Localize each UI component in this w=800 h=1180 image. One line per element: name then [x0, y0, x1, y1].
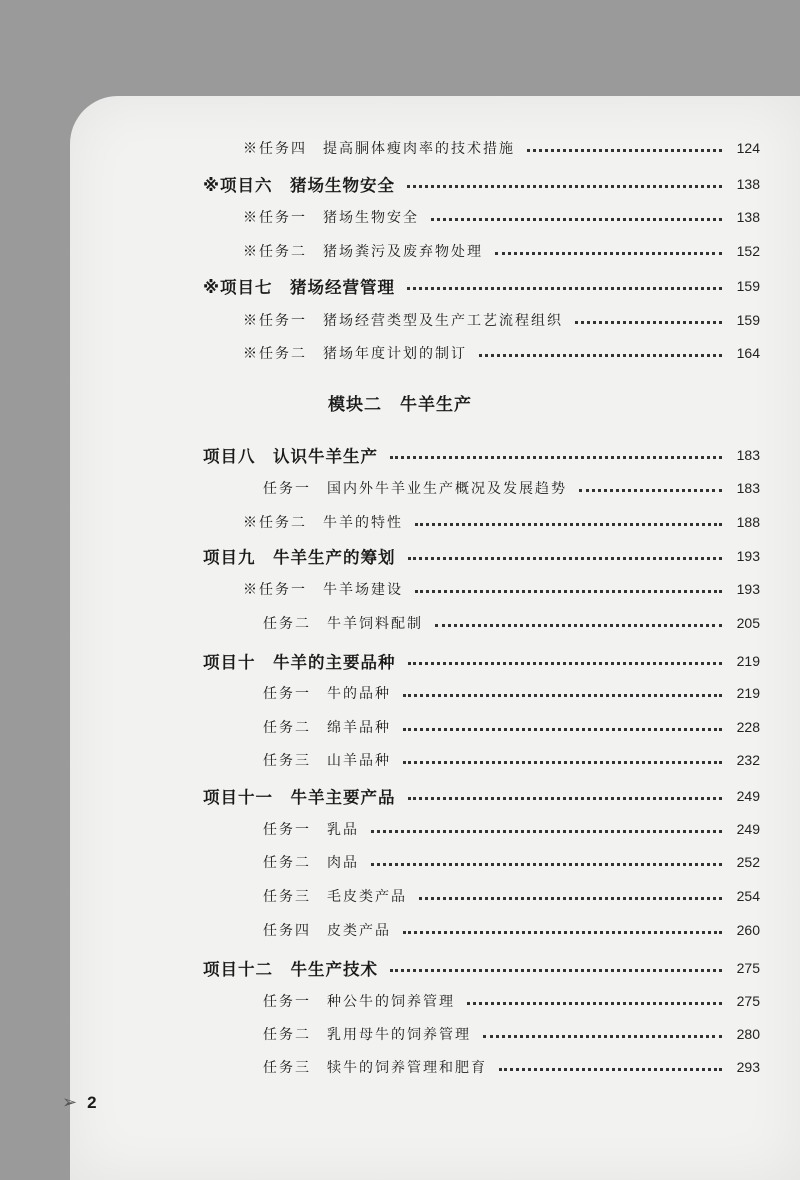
- dot-leader: [390, 969, 722, 972]
- entry-page-number: 152: [736, 243, 760, 259]
- entry-page-number: 260: [736, 922, 760, 938]
- dot-leader: [408, 662, 723, 665]
- entry-label: 项目八 认识牛羊生产: [203, 447, 378, 466]
- entry-page-number: 205: [736, 615, 760, 631]
- toc-task-entry[interactable]: [263, 915, 760, 945]
- entry-page-number: 183: [736, 447, 760, 463]
- entry-page-number: 254: [736, 888, 760, 904]
- dot-leader: [495, 252, 722, 255]
- entry-page-number: 252: [736, 854, 760, 870]
- dot-leader: [407, 287, 722, 290]
- toc-task-entry[interactable]: [243, 202, 760, 232]
- entry-label: 项目九 牛羊生产的筹划: [203, 548, 396, 567]
- entry-label: ※项目六 猪场生物安全: [203, 176, 396, 195]
- entry-page-number: 159: [736, 278, 760, 294]
- entry-label: ※任务一 猪场经营类型及生产工艺流程组织: [243, 313, 563, 329]
- dot-leader: [415, 590, 722, 593]
- entry-page-number: 188: [736, 514, 760, 530]
- toc-task-entry[interactable]: [243, 305, 760, 335]
- entry-page-number: 228: [736, 719, 760, 735]
- entry-label: 任务二 乳用母牛的饲养管理: [263, 1027, 471, 1043]
- module-heading: 模块二 牛羊生产: [328, 395, 472, 415]
- entry-page-number: 275: [736, 993, 760, 1009]
- dot-leader: [371, 863, 722, 866]
- dot-leader: [467, 1002, 722, 1005]
- entry-page-number: 293: [736, 1059, 760, 1075]
- entry-label: ※任务一 牛羊场建设: [243, 582, 403, 598]
- page-folio: [62, 1092, 97, 1113]
- dot-leader: [527, 149, 722, 152]
- dot-leader: [408, 557, 723, 560]
- toc-task-entry[interactable]: [243, 133, 760, 163]
- entry-label: 项目十 牛羊的主要品种: [203, 653, 396, 672]
- dot-leader: [483, 1035, 722, 1038]
- entry-page-number: 159: [736, 312, 760, 328]
- entry-label: ※任务二 牛羊的特性: [243, 515, 403, 531]
- chevron-icon: ➢: [62, 1092, 78, 1113]
- entry-label: ※任务二 猪场年度计划的制订: [243, 346, 467, 362]
- entry-page-number: 124: [736, 140, 760, 156]
- entry-page-number: 249: [736, 821, 760, 837]
- toc-task-entry[interactable]: [263, 847, 760, 877]
- entry-page-number: 219: [736, 685, 760, 701]
- entry-label: 任务三 犊牛的饲养管理和肥育: [263, 1060, 487, 1076]
- toc-project-entry[interactable]: [203, 646, 760, 676]
- toc-task-entry[interactable]: [263, 712, 760, 742]
- toc-task-entry[interactable]: [263, 678, 760, 708]
- entry-label: 任务二 肉品: [263, 855, 359, 871]
- entry-label: 任务三 山羊品种: [263, 753, 391, 769]
- toc-task-entry[interactable]: [263, 745, 760, 775]
- entry-page-number: 280: [736, 1026, 760, 1042]
- entry-page-number: 193: [736, 581, 760, 597]
- toc-task-entry[interactable]: [263, 1019, 760, 1049]
- entry-label: 任务四 皮类产品: [263, 923, 391, 939]
- entry-page-number: 275: [736, 960, 760, 976]
- dot-leader: [431, 218, 722, 221]
- dot-leader: [403, 694, 722, 697]
- toc-task-entry[interactable]: [243, 574, 760, 604]
- toc-task-entry[interactable]: [243, 338, 760, 368]
- dot-leader: [390, 456, 722, 459]
- entry-label: ※任务二 猪场粪污及废弃物处理: [243, 244, 483, 260]
- toc-project-entry[interactable]: [203, 953, 760, 983]
- entry-page-number: 164: [736, 345, 760, 361]
- entry-page-number: 232: [736, 752, 760, 768]
- toc-task-entry[interactable]: [263, 814, 760, 844]
- entry-label: ※任务四 提高胴体瘦肉率的技术措施: [243, 141, 515, 157]
- entry-label: 项目十一 牛羊主要产品: [203, 788, 396, 807]
- dot-leader: [403, 728, 722, 731]
- entry-page-number: 183: [736, 480, 760, 496]
- entry-label: 任务一 乳品: [263, 822, 359, 838]
- entry-page-number: 249: [736, 788, 760, 804]
- entry-page-number: 193: [736, 548, 760, 564]
- toc-project-entry[interactable]: [203, 541, 760, 571]
- dot-leader: [499, 1068, 722, 1071]
- dot-leader: [415, 523, 722, 526]
- entry-label: 任务一 国内外牛羊业生产概况及发展趋势: [263, 481, 567, 497]
- dot-leader: [403, 931, 722, 934]
- dot-leader: [371, 830, 722, 833]
- dot-leader: [419, 897, 722, 900]
- dot-leader: [403, 761, 722, 764]
- dot-leader: [407, 185, 722, 188]
- entry-label: 项目十二 牛生产技术: [203, 960, 378, 979]
- toc-task-entry[interactable]: [263, 1052, 760, 1082]
- entry-page-number: 219: [736, 653, 760, 669]
- dot-leader: [479, 354, 722, 357]
- toc-project-entry[interactable]: [203, 169, 760, 199]
- entry-label: 任务二 牛羊饲料配制: [263, 616, 423, 632]
- entry-label: 任务一 种公牛的饲养管理: [263, 994, 455, 1010]
- entry-page-number: 138: [736, 209, 760, 225]
- toc-task-entry[interactable]: [263, 608, 760, 638]
- toc-project-entry[interactable]: [203, 271, 760, 301]
- dot-leader: [408, 797, 723, 800]
- entry-label: ※项目七 猪场经营管理: [203, 278, 396, 297]
- entry-label: 任务二 绵羊品种: [263, 720, 391, 736]
- toc-task-entry[interactable]: [243, 236, 760, 266]
- entry-page-number: 138: [736, 176, 760, 192]
- dot-leader: [579, 489, 722, 492]
- toc-task-entry[interactable]: [243, 507, 760, 537]
- dot-leader: [435, 624, 722, 627]
- toc-project-entry[interactable]: [203, 781, 760, 811]
- entry-label: ※任务一 猪场生物安全: [243, 210, 419, 226]
- toc-project-entry[interactable]: [203, 440, 760, 470]
- entry-label: 任务三 毛皮类产品: [263, 889, 407, 905]
- dot-leader: [575, 321, 722, 324]
- toc-task-entry[interactable]: [263, 473, 760, 503]
- toc-task-entry[interactable]: [263, 881, 760, 911]
- toc-task-entry[interactable]: [263, 986, 760, 1016]
- entry-label: 任务一 牛的品种: [263, 686, 391, 702]
- page-number: 2: [87, 1092, 97, 1112]
